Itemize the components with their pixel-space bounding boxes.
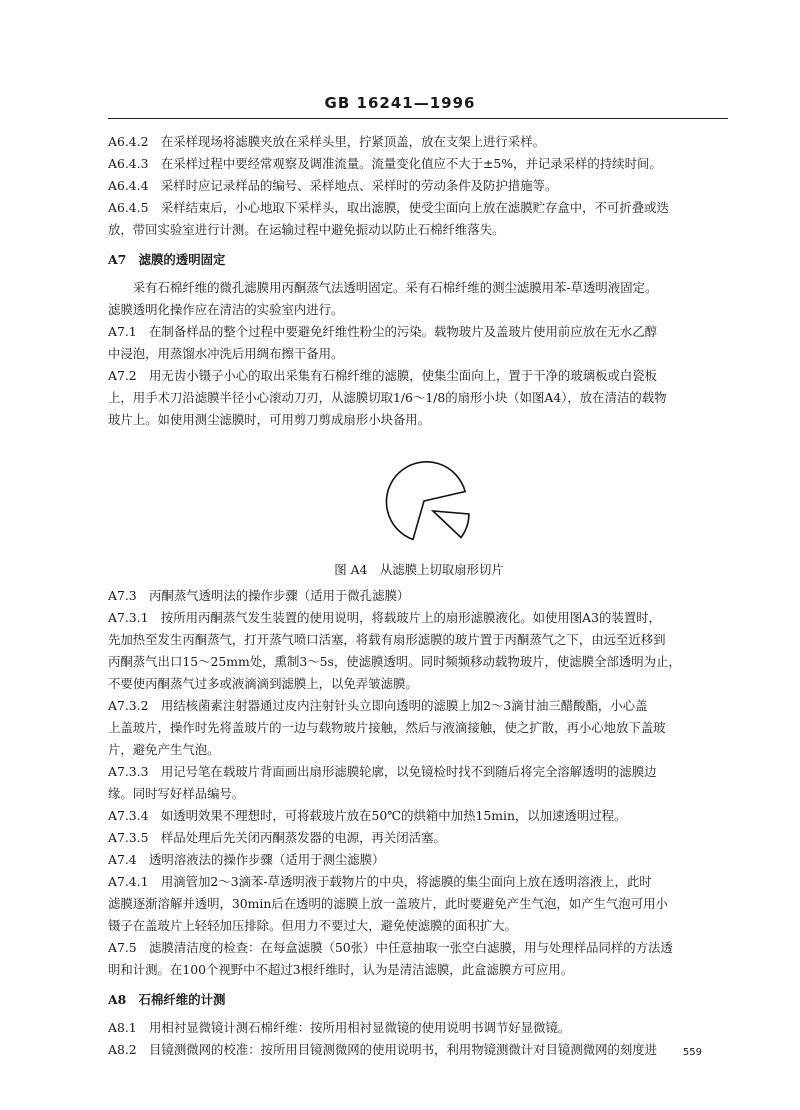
paragraph-line: 缘。同时写好样品编号。 [108, 786, 245, 801]
paragraph-line: 先加热至发生丙酮蒸气，打开蒸气喷口活塞，将载有扇形滤膜的玻片置于丙酮蒸气之下，由远至近移到 [108, 632, 666, 647]
paragraph-line: A7.3.2 用结核菌素注射器通过皮内注射针头立即向透明的滤膜上加2～3滴甘油三醋酸酯，小心盖 [108, 698, 648, 713]
paragraph-line: A7.4.1 用滴管加2～3滴苯-草透明液于载物片的中央，将滤膜的集尘面向上放在透明溶液上，此时 [108, 874, 652, 889]
section-heading-a8: A8 石棉纤维的计测 [108, 992, 226, 1007]
paragraph-line: A7.3.1 按所用丙酮蒸气发生装置的使用说明，将载玻片上的扇形滤膜液化。如使用图A3的装置时， [108, 610, 661, 625]
paragraph-line: 明和计测。在100个视野中不超过3根纤维时，认为是清洁滤膜，此盒滤膜方可应用。 [108, 962, 574, 977]
figure-a4 [108, 431, 730, 559]
paragraph-line: A6.4.2 在采样现场将滤膜夹放在采样头里，拧紧顶盖，放在支架上进行采样。 [108, 134, 545, 149]
section-a6-4 [108, 131, 730, 241]
paragraph-line: 不要使丙酮蒸气过多或液滴滴到滤膜上，以免弄皱滤膜。 [108, 676, 418, 691]
page-number: 559 [682, 1047, 702, 1058]
paragraph-line: 中浸泡，用蒸馏水冲洗后用绸布擦干备用。 [108, 346, 344, 361]
paragraph-line: A7.3.5 样品处理后先关闭丙酮蒸发器的电源，再关闭活塞。 [108, 830, 446, 845]
paragraph-line: A6.4.4 采样时应记录样品的编号、采样地点、采样时的劳动条件及防护措施等。 [108, 178, 558, 193]
paragraph-line: A6.4.5 采样结束后，小心地取下采样头，取出滤膜，使受尘面向上放在滤膜贮存盒中，不可折叠或迭 [108, 200, 669, 215]
paragraph-line: 滤膜逐渐溶解并透明，30min后在透明的滤膜上放一盖玻片，此时要避免产生气泡，如产生气泡可用小 [108, 896, 668, 911]
paragraph-line: 上盖玻片，操作时先将盖玻片的一边与载物玻片接触，然后与液滴接触，使之扩散，再小心地放下盖玻 [108, 720, 666, 735]
paragraph-line: A8.1 用相衬显微镜计测石棉纤维：按所用相衬显微镜的使用说明书调节好显微镜。 [108, 1020, 571, 1035]
paragraph-line: 片，避免产生气泡。 [108, 742, 220, 757]
paragraph-line: 放，带回实验室进行计测。在运输过程中避免振动以防止石棉纤维落失。 [108, 222, 505, 237]
paragraph-line: 丙酮蒸气出口15～25mm处，熏制3～5s，使滤膜透明。同时频频移动载物玻片，使滤膜全部透明为止， [108, 654, 681, 669]
paragraph-line: 上，用手术刀沿滤膜半径小心滚动刀刃，从滤膜切取1/6～1/8的扇形小块（如图A4），放在清洁的载物 [108, 390, 667, 405]
figure-caption: 图 A4 从滤膜上切取扇形切片 [334, 562, 504, 577]
paragraph-line: 滤膜透明化操作应在清洁的实验室内进行。 [108, 302, 344, 317]
paragraph-line: 镊子在盖玻片上轻轻加压排除。但用力不要过大，避免使滤膜的面积扩大。 [108, 918, 517, 933]
paragraph-line: A8.2 目镜测微网的校准：按所用目镜测微网的使用说明书，利用物镜测微计对目镜测微网的刻度进 [108, 1042, 658, 1057]
paragraph-line: A7.2 用无齿小镊子小心的取出采集有石棉纤维的滤膜，使集尘面向上，置于干净的玻璃板或白瓷板 [108, 368, 658, 383]
paragraph-line: A6.4.3 在采样过程中要经常观察及调准流量。流量变化值应不大于±5%，并记录采样的持续时间。 [108, 156, 662, 171]
header-rule [108, 118, 728, 119]
paragraph-line: A7.3.4 如透明效果不理想时，可将载玻片放在50℃的烘箱中加热15min，以加速透明过程。 [108, 808, 627, 823]
paragraph-line: 玻片上。如使用测尘滤膜时，可用剪刀剪成扇形小块备用。 [108, 412, 431, 427]
section-a7-3-a7-5 [108, 585, 730, 981]
page-header: GB 16241—1996 [324, 94, 476, 112]
section-heading-a7: A7 滤膜的透明固定 [108, 252, 226, 267]
paragraph-line: A7.5 滤膜清洁度的检查：在每盒滤膜（50张）中任意抽取一张空白滤膜，用与处理样品同样的方法透 [108, 940, 673, 955]
sector-cut-diagram [108, 431, 730, 559]
document-body [108, 131, 730, 1061]
section-a7 [108, 277, 730, 431]
paragraph-line: 采有石棉纤维的微孔滤膜用丙酮蒸气法透明固定。采有石棉纤维的测尘滤膜用苯-草透明液固定。 [108, 280, 658, 295]
sector-slice [433, 511, 469, 538]
paragraph-line: A7.1 在制备样品的整个过程中要避免纤维性粉尘的污染。载物玻片及盖玻片使用前应放在无水乙醇 [108, 324, 658, 339]
paragraph-line: A7.3 丙酮蒸气透明法的操作步骤（适用于微孔滤膜） [108, 588, 410, 603]
paragraph-line: A7.3.3 用记号笔在载玻片背面画出扇形滤膜轮廓，以免镜检时找不到随后将完全溶解透明的滤膜边 [108, 764, 657, 779]
paragraph-line: A7.4 透明溶液法的操作步骤（适用于测尘滤膜） [108, 852, 385, 867]
section-a8 [108, 1017, 730, 1061]
